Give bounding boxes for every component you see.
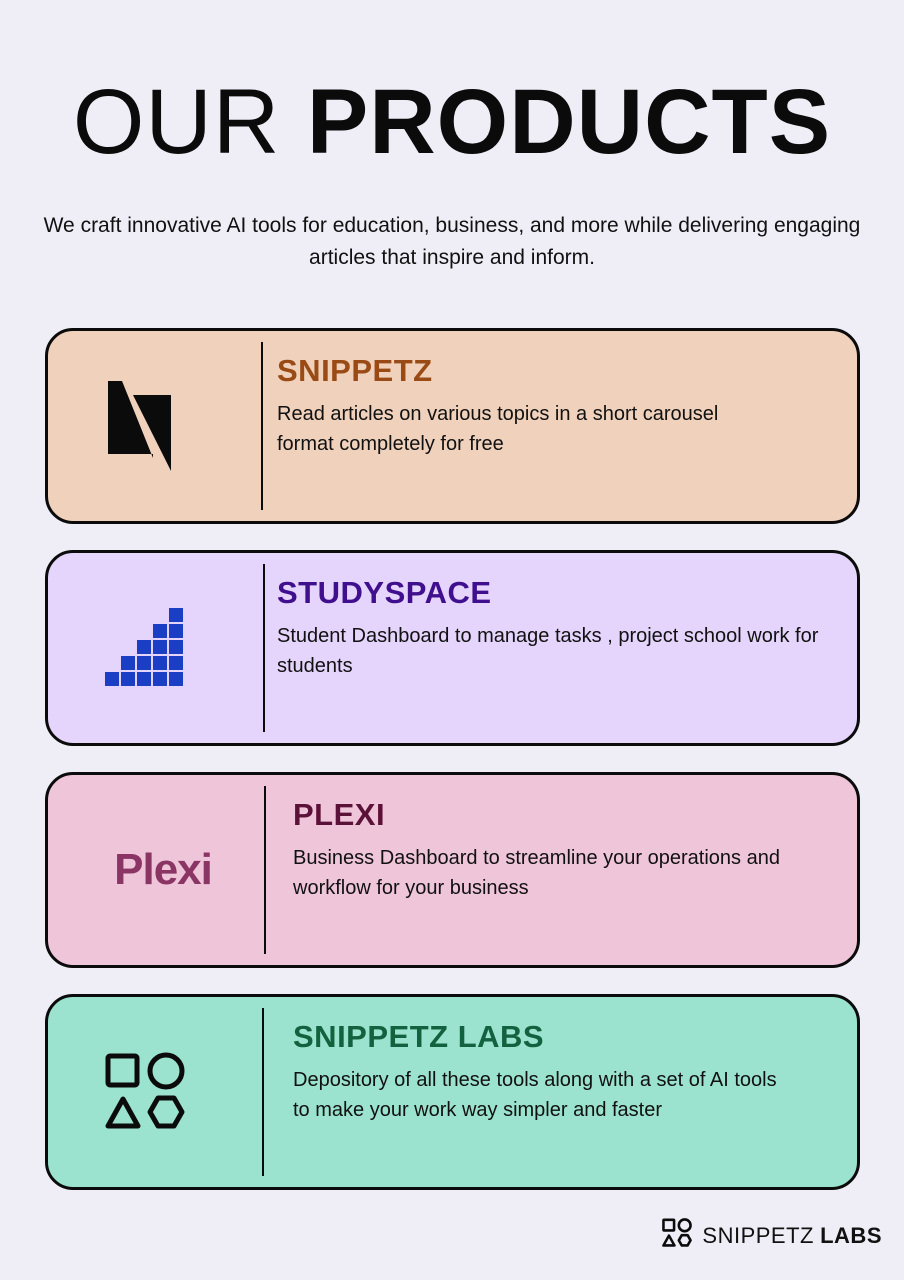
shapes-icon (100, 997, 190, 1187)
page-subtitle: We craft innovative AI tools for education, business, and more while delivering engaging articles that inspire and inform. (43, 214, 861, 269)
stair-cell (169, 608, 183, 622)
stair-cell (169, 656, 183, 670)
stair-cell (137, 672, 151, 686)
card-divider (261, 342, 263, 510)
card-divider (264, 786, 266, 954)
page-title-light: OUR (72, 71, 281, 173)
product-card-snippetz-labs[interactable] (45, 994, 860, 1190)
product-card-snippetz[interactable] (45, 328, 860, 524)
stair-cell (121, 672, 135, 686)
product-description: Business Dashboard to streamline your operations and workflow for your business (293, 847, 780, 899)
stair-cell (169, 624, 183, 638)
page-title-bold: PRODUCTS (306, 71, 832, 173)
product-name: SNIPPETZ (277, 353, 433, 388)
product-description: Read articles on various topics in a short carousel format completely for free (277, 403, 719, 455)
stair-cell (137, 640, 151, 654)
product-name: STUDYSPACE (277, 575, 492, 610)
stair-cell (153, 624, 167, 638)
snippetz-logo-icon (100, 331, 180, 521)
stair-cell (105, 672, 119, 686)
product-description: Depository of all these tools along with a set of AI tools to make your work way simpler and faster (293, 1069, 777, 1121)
plexi-logo (88, 775, 238, 965)
stair-cell (137, 656, 151, 670)
shapes-icon (662, 1218, 692, 1254)
footer-brand-light: SNIPPETZ (702, 1223, 814, 1248)
stair-cell (153, 672, 167, 686)
product-name: PLEXI (293, 797, 386, 832)
stair-cell (153, 640, 167, 654)
card-divider (263, 564, 265, 732)
stair-cell (169, 640, 183, 654)
card-divider (262, 1008, 264, 1176)
footer-brand (662, 1220, 882, 1252)
stair-cell (121, 656, 135, 670)
product-card-studyspace[interactable] (45, 550, 860, 746)
stair-cell (169, 672, 183, 686)
plexi-logo-text: Plexi (114, 845, 212, 894)
stairs-grid-icon (100, 553, 190, 743)
footer-brand-bold: LABS (820, 1223, 882, 1248)
page-title (0, 72, 904, 172)
stair-cell (153, 656, 167, 670)
product-description: Student Dashboard to manage tasks , project school work for students (277, 625, 819, 677)
product-name: SNIPPETZ LABS (293, 1019, 545, 1054)
product-card-plexi[interactable] (45, 772, 860, 968)
